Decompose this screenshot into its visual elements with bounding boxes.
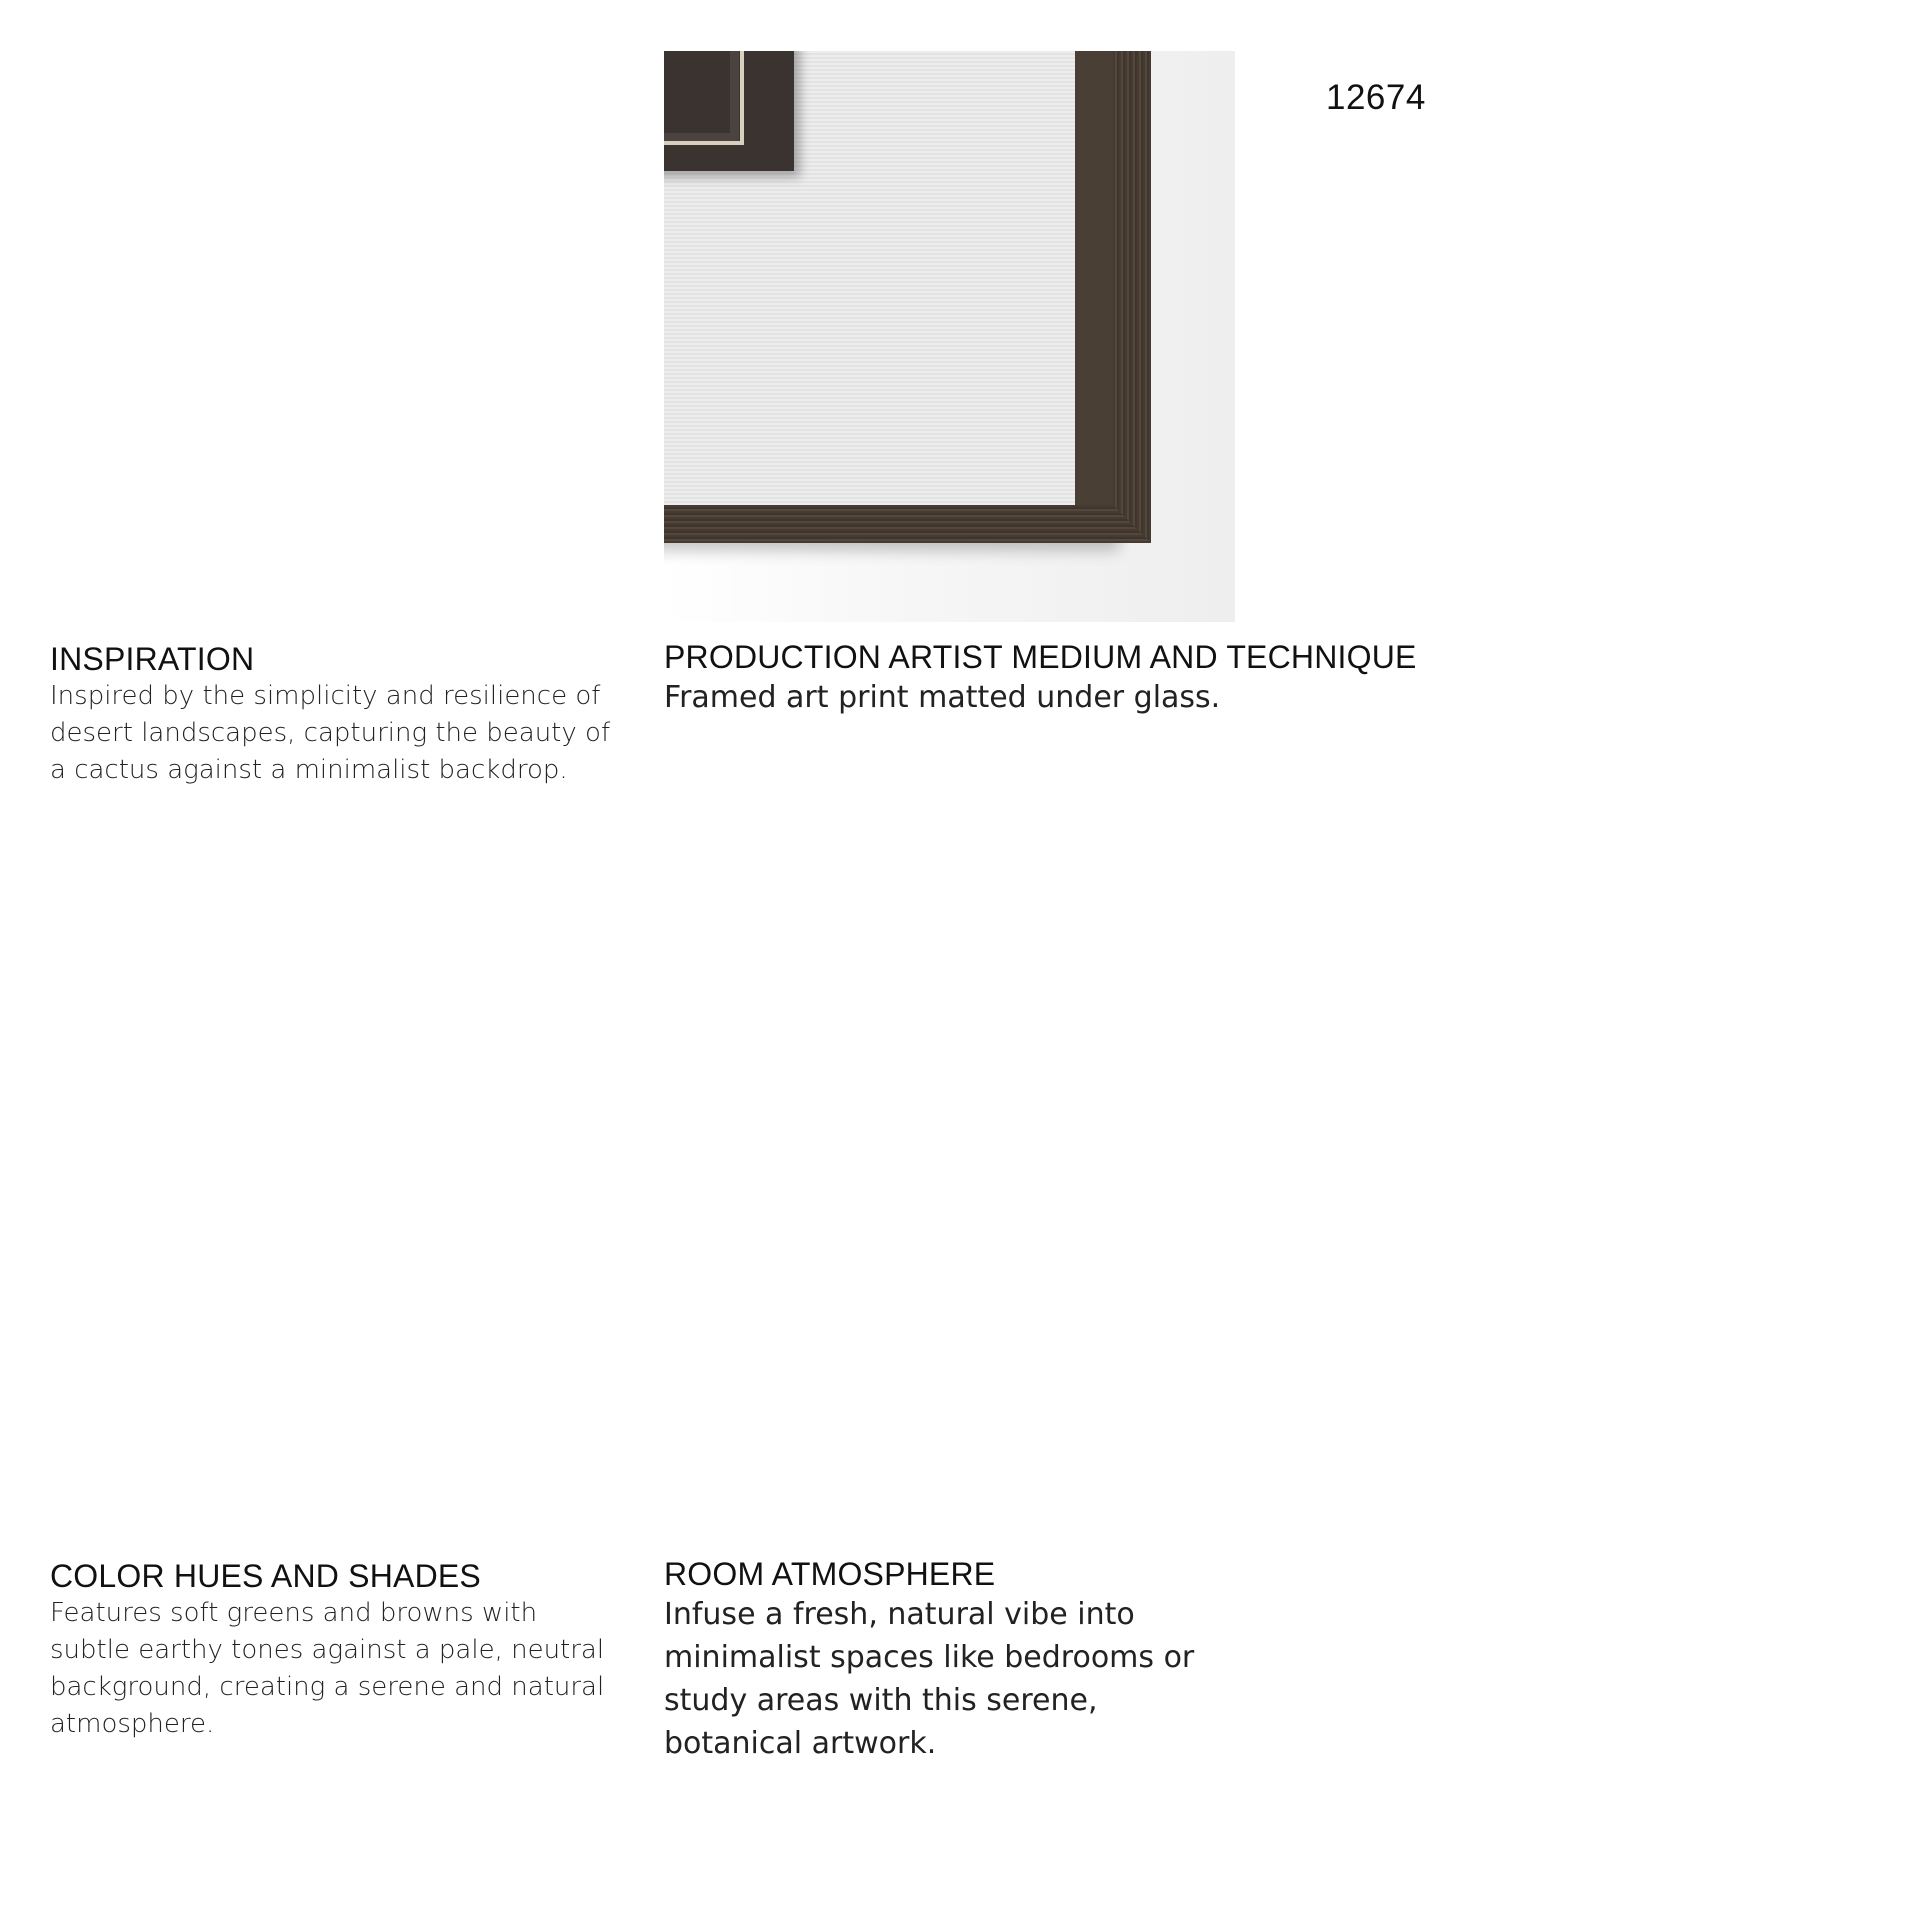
frame-bottom-edge — [664, 505, 1151, 543]
inspiration-section — [50, 640, 620, 789]
room-text: Infuse a fresh, natural vibe into minimalist spaces like bedrooms or study areas with this serene, botanical artwork. — [664, 1597, 1195, 1761]
production-text: Framed art print matted under glass. — [664, 680, 1221, 715]
room-heading: ROOM ATMOSPHERE — [664, 1556, 996, 1592]
room-section — [664, 1555, 1224, 1765]
production-section — [664, 638, 1484, 719]
inner-mat-line — [664, 51, 744, 145]
product-photo — [664, 51, 1235, 622]
frame-right-edge — [1113, 51, 1151, 543]
inspiration-text: Inspired by the simplicity and resilience of desert landscapes, capturing the beauty of a cactus against a minimalist backdrop. — [50, 681, 611, 785]
color-heading: COLOR HUES AND SHADES — [50, 1558, 481, 1594]
production-heading: PRODUCTION ARTIST MEDIUM AND TECHNIQUE — [664, 639, 1417, 675]
color-text: Features soft greens and browns with subtle earthy tones against a pale, neutral background, creating a serene and natural atmosphere. — [50, 1598, 605, 1739]
color-section — [50, 1557, 620, 1743]
product-sku: 12674 — [1326, 78, 1426, 117]
inspiration-heading: INSPIRATION — [50, 641, 255, 677]
